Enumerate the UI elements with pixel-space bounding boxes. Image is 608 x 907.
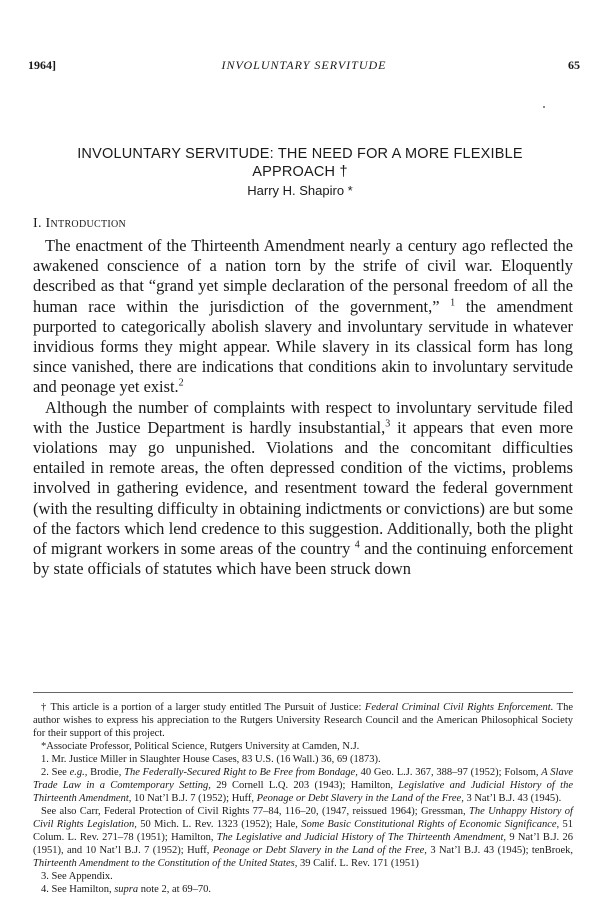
fn-dagger-a: † This article is a portion of a larger study entitled The Pursuit of Justice: (41, 702, 365, 713)
fn2b-h: Peonage or Debt Slavery in the Land of the Free, (212, 845, 427, 856)
fn-dagger-b: Federal Criminal Civil Rights Enforcement. (364, 702, 554, 713)
fn2-e: 40 Geo. L.J. 367, 388–97 (1952); Folsom, (357, 767, 542, 778)
paragraph-2-text-a: Although the number of complaints with respect to involuntary servitude filed with the Justice Department is hardly insubstantial, (33, 397, 573, 437)
fn2-b: e.g., (69, 767, 88, 778)
fn4-a: 4. See Hamilton, (41, 884, 115, 895)
footnote-star: *Associate Professor, Political Science, Rutgers University at Camden, N.J. (41, 741, 360, 752)
page-number: 65 (568, 58, 580, 72)
fn2b-i: 3 Nat’l B.J. 43 (1945); tenBroek, (426, 845, 573, 856)
fn2b-f: The Legislative and Judicial History of The Thirteenth Amendment, (216, 832, 507, 843)
fn2b-c: 50 Mich. L. Rev. 1323 (1952); Hale, (136, 819, 302, 830)
footnote-dagger (33, 701, 573, 740)
fn4-b: supra (114, 884, 139, 895)
footnote-3: 3. See Appendix. (41, 871, 113, 882)
fn2b-d: Some Basic Constitutional Rights of Economic Significance, (301, 819, 560, 830)
paragraph-1-text-a: The enactment of the Thirteenth Amendment nearly a century ago reflected the awakened conscience of a nation torn by the strife of civil war. Eloquently described as that “grand yet simple declaration of the personal freedom of all the human race within the jurisdiction of the government,” (33, 236, 573, 316)
paragraph-1-text-b: the amendment purported to categorically abolish slavery and involuntary servitude in whatever invidious forms they might appear. While slavery in its classical form has long since vanished, there are indications that conditions akin to involuntary servitude and peonage yet exist. (33, 296, 573, 397)
header-journal-title: INVOLUNTARY SERVITUDE (221, 58, 387, 72)
footnote-1: 1. Mr. Justice Miller in Slaughter House Cases, 83 U.S. (16 Wall.) 36, 69 (1873). (41, 754, 381, 765)
fn2-c: Brodie, (87, 767, 125, 778)
fn2-g: 29 Cornell L.Q. 203 (1943); Hamilton, (210, 780, 399, 791)
fn2-f: A Slave Trade Law in a Comtemporary Setting, (33, 767, 574, 791)
article-title-line-2: APPROACH † (252, 164, 348, 180)
paragraph-2-text-b: it appears that even more violations may go unpunished. Violations and the concomitant difficulties entailed in remote areas, the often depressed condition of the victims, problems involved in gathering evidence, and resentment toward the federal government (with the resulting difficulty in obtaining indictments or convictions) are but some of the factors which lend credence to this suggestion. Additionally, both the plight of migrant workers in some areas of the country (33, 417, 573, 559)
footnote-4 (33, 883, 573, 896)
paragraph-1 (33, 236, 573, 398)
header-year: 1964] (28, 58, 56, 72)
fn2-i: 10 Nat’l B.J. 7 (1952); Huff, (131, 793, 257, 804)
fn2-a: 2. See (41, 767, 70, 778)
fn2b-k: 39 Calif. L. Rev. 171 (1951) (297, 858, 419, 869)
article-title-line-1: INVOLUNTARY SERVITUDE: THE NEED FOR A MORE FLEXIBLE (77, 146, 523, 162)
footnote-ref-4: 4 (354, 539, 360, 551)
fn2-j: Peonage or Debt Slavery in the Land of the Free, (256, 793, 464, 804)
footnote-2 (33, 766, 573, 805)
footnote-ref-2: 2 (178, 377, 184, 389)
footnote-ref-3: 3 (385, 418, 391, 430)
article-title (40, 145, 560, 181)
fn2b-b: The Unhappy History of Civil Rights Legislation, (33, 806, 573, 830)
fn2b-a: See also Carr, Federal Protection of Civil Rights 77–84, 116–20, (1947, reissued 1964); Gressman, (41, 806, 469, 817)
fn2-k: 3 Nat’l B.J. 43 (1945). (463, 793, 562, 804)
section-heading: I. Introduction (33, 216, 127, 231)
fn2-h: Legislative and Judicial History of the Thirteenth Amendment, (33, 780, 573, 804)
fn-dagger-c: The author wishes to express his appreciation to the Rutgers University Research Council and the American Philosophical Society for their support of this project. (33, 702, 573, 739)
paragraph-2 (33, 398, 573, 580)
fn2b-j: Thirteenth Amendment to the Constitution of the United States, (33, 858, 298, 869)
fn2-d: The Federally-Secured Right to Be Free from Bondage, (124, 767, 358, 778)
fn4-c: note 2, at 69–70. (138, 884, 212, 895)
fn2b-e: 51 Colum. L. Rev. 271–78 (1951); Hamilton, (33, 819, 574, 843)
footnote-2-see-also (33, 805, 573, 870)
footnote-divider (33, 692, 573, 693)
scan-speck (543, 106, 545, 108)
fn2b-g: 9 Nat’l B.J. 26 (1951), and 10 Nat’l B.J. 7 (1952); Huff, (33, 832, 573, 856)
paragraph-2-text-c: and the continuing enforcement by state officials of statutes which have been struck down (33, 539, 574, 579)
body-text (33, 236, 573, 579)
running-header (28, 58, 580, 74)
author-name: Harry H. Shapiro * (247, 183, 353, 198)
footnote-ref-1: 1 (450, 297, 456, 309)
footnotes (33, 701, 573, 896)
